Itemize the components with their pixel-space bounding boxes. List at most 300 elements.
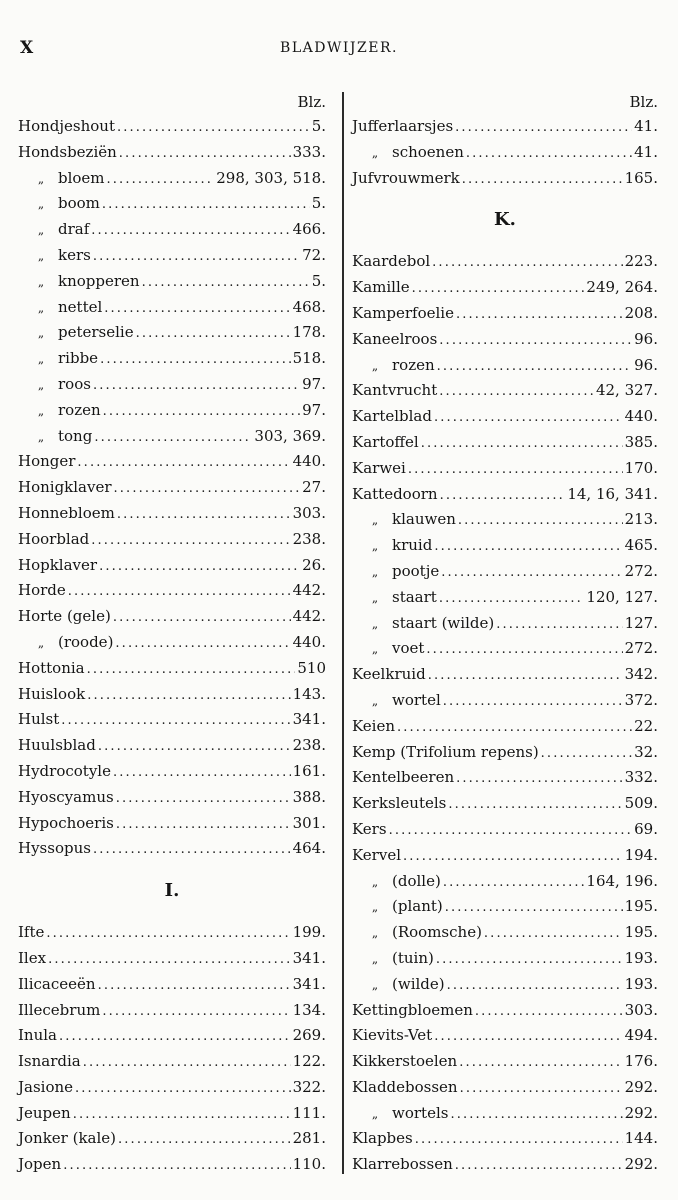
index-entry <box>18 1049 326 1075</box>
leader-dots <box>460 1075 623 1102</box>
entry-page-ref: 332. <box>624 768 658 787</box>
entry-term-text: knopperen <box>58 271 140 290</box>
leader-dots <box>448 791 622 818</box>
index-entry <box>352 869 658 895</box>
entry-page-ref: 96. <box>634 355 658 374</box>
entry-term-text: draf <box>58 220 90 239</box>
index-entry <box>18 553 326 579</box>
leader-dots <box>104 295 290 322</box>
ditto-mark: „ <box>371 616 379 631</box>
ditto-mark: „ <box>37 377 45 392</box>
leader-dots <box>421 430 623 457</box>
entry-page-ref: 440. <box>624 407 658 426</box>
entry-term-text: (dolle) <box>392 871 441 890</box>
index-entry <box>352 920 658 946</box>
index-entry <box>352 275 658 301</box>
entry-term-text: kruid <box>392 536 433 555</box>
entry-term-text: schoenen <box>392 142 464 161</box>
leader-dots <box>118 1126 291 1153</box>
entry-page-ref: 494. <box>624 1026 658 1045</box>
entry-term: Isnardia <box>18 1052 81 1071</box>
index-entry <box>352 1101 658 1127</box>
entry-page-ref: 333. <box>292 142 326 161</box>
entry-term <box>352 946 434 973</box>
entry-term-text: kers <box>58 245 91 264</box>
entry-term: Hyssopus <box>18 839 91 858</box>
page-number: X <box>20 38 34 58</box>
entry-page-ref: 122. <box>292 1052 326 1071</box>
entry-page-ref: 342. <box>624 665 658 684</box>
ditto-mark: „ <box>37 326 45 341</box>
entry-page-ref: 272. <box>624 561 658 580</box>
index-entry <box>352 611 658 637</box>
entry-term: Kievits-Vet <box>352 1026 433 1045</box>
entry-term-text: (plant) <box>392 897 443 916</box>
entry-page-ref: 195. <box>624 923 658 942</box>
index-entry <box>18 604 326 630</box>
entry-term <box>352 869 441 896</box>
entry-page-ref: 238. <box>292 529 326 548</box>
running-title: BLADWIJZER. <box>280 40 398 56</box>
entry-page-ref: 164, 196. <box>586 871 658 890</box>
index-entry <box>352 378 658 404</box>
entry-term: Hondsbeziën <box>18 142 117 161</box>
index-entry <box>18 243 326 269</box>
ditto-mark: „ <box>371 874 379 889</box>
entry-page-ref: 464. <box>292 839 326 858</box>
ditto-mark: „ <box>371 564 379 579</box>
leader-dots <box>496 611 622 638</box>
index-entry <box>18 578 326 604</box>
entry-term: Ifte <box>18 923 45 942</box>
entry-term: Horde <box>18 581 66 600</box>
entry-page-ref: 292. <box>624 1155 658 1174</box>
index-entry <box>352 714 658 740</box>
entry-term-text: ribbe <box>58 349 99 368</box>
leader-dots <box>102 191 310 218</box>
right-column <box>352 90 658 1178</box>
leader-dots <box>434 533 622 560</box>
entry-term <box>18 424 92 451</box>
ditto-mark: „ <box>37 248 45 263</box>
section-heading: K. <box>494 209 516 231</box>
leader-dots <box>475 998 623 1025</box>
entry-page-ref: 468. <box>292 297 326 316</box>
index-entry <box>18 946 326 972</box>
index-entry <box>352 353 658 379</box>
index-entry <box>18 1126 326 1152</box>
entry-page-ref: 303. <box>624 1000 658 1019</box>
index-entry <box>18 1152 326 1178</box>
index-entry <box>352 533 658 559</box>
index-entry <box>352 585 658 611</box>
entry-page-ref: 466. <box>292 220 326 239</box>
index-entry <box>352 740 658 766</box>
leader-dots <box>73 1101 291 1128</box>
index-entry <box>352 430 658 456</box>
entry-term <box>352 972 445 999</box>
leader-dots <box>77 449 290 476</box>
index-entry <box>18 424 326 450</box>
index-entry <box>18 372 326 398</box>
entry-term-text: tong <box>58 426 93 445</box>
leader-dots <box>59 1023 291 1050</box>
entry-term: Kartoffel <box>352 432 419 451</box>
index-entry <box>18 166 326 192</box>
leader-dots <box>113 759 291 786</box>
entry-page-ref: 26. <box>302 555 326 574</box>
leader-dots <box>83 1049 291 1076</box>
entry-page-ref: 96. <box>634 329 658 348</box>
entry-term: Kers <box>352 819 387 838</box>
leader-dots <box>466 140 632 167</box>
leader-dots <box>408 456 623 483</box>
index-entry <box>352 946 658 972</box>
index-entry <box>18 682 326 708</box>
index-entry <box>18 527 326 553</box>
leader-dots <box>389 817 633 844</box>
entry-page-ref: 41. <box>634 142 658 161</box>
entry-page-ref: 14, 16, 341. <box>567 484 658 503</box>
entry-term: Kamille <box>352 278 410 297</box>
leader-dots <box>98 972 291 999</box>
ditto-mark: „ <box>371 951 379 966</box>
entry-term: Kettingbloemen <box>352 1000 473 1019</box>
leader-dots <box>116 811 291 838</box>
index-entry <box>352 166 658 192</box>
entry-term-text: wortels <box>392 1103 449 1122</box>
index-entry <box>352 140 658 166</box>
leader-dots <box>63 1152 290 1179</box>
leader-dots <box>75 1075 291 1102</box>
index-entry <box>18 501 326 527</box>
entry-term <box>352 353 435 380</box>
entry-term-text: (wilde) <box>392 974 445 993</box>
ditto-mark: „ <box>37 274 45 289</box>
leader-dots <box>445 894 623 921</box>
leader-dots <box>437 353 632 380</box>
entry-term: Klapbes <box>352 1129 413 1148</box>
entry-term: Kattedoorn <box>352 484 438 503</box>
entry-page-ref: 322. <box>292 1077 326 1096</box>
entry-page-ref: 22. <box>634 716 658 735</box>
leader-dots <box>436 946 623 973</box>
index-entry <box>18 398 326 424</box>
entry-term: Jufferlaarsjes <box>352 117 454 135</box>
entry-page-ref: 341. <box>292 974 326 993</box>
leader-dots <box>456 301 623 328</box>
entry-page-ref: 510 <box>297 658 326 677</box>
entry-term: Kemp (Trifolium repens) <box>352 742 539 761</box>
index-entry <box>352 1023 658 1049</box>
entry-page-ref: 238. <box>292 736 326 755</box>
index-entry <box>18 475 326 501</box>
entry-term: Karwei <box>352 458 406 477</box>
index-entry <box>18 295 326 321</box>
entry-page-ref: 385. <box>624 432 658 451</box>
leader-dots <box>450 1101 622 1128</box>
entry-page-ref: 176. <box>624 1052 658 1071</box>
entry-term: Hypochoeris <box>18 813 114 832</box>
index-entry <box>352 894 658 920</box>
entry-list <box>352 249 658 1178</box>
entry-term <box>18 372 91 399</box>
leader-dots <box>455 1152 623 1179</box>
leader-dots <box>462 166 623 193</box>
index-entry <box>18 998 326 1024</box>
entry-list <box>18 114 326 862</box>
leader-dots <box>91 527 290 554</box>
leader-dots <box>119 140 291 167</box>
index-entry <box>18 346 326 372</box>
entry-page-ref: 199. <box>292 923 326 942</box>
entry-term <box>18 346 98 373</box>
index-entry <box>18 114 326 140</box>
entry-term <box>18 269 140 296</box>
ditto-mark: „ <box>371 513 379 528</box>
entry-page-ref: 292. <box>624 1077 658 1096</box>
entry-term: Jopen <box>18 1155 62 1174</box>
entry-term: Jeupen <box>18 1103 71 1122</box>
column-divider <box>342 92 344 1174</box>
ditto-mark: „ <box>37 197 45 212</box>
leader-dots <box>93 372 300 399</box>
index-entry <box>352 559 658 585</box>
leader-dots <box>99 553 300 580</box>
entry-term-text: nettel <box>58 297 103 316</box>
index-entry <box>18 785 326 811</box>
entry-term: Kartelblad <box>352 407 432 426</box>
entry-term: Inula <box>18 1026 57 1045</box>
leader-dots <box>93 243 300 270</box>
index-entry <box>352 662 658 688</box>
ditto-mark: „ <box>37 300 45 315</box>
leader-dots <box>113 604 291 631</box>
leader-dots <box>440 482 566 509</box>
entry-page-ref: 303, 369. <box>254 426 326 445</box>
entry-term-text: bloem <box>58 168 105 187</box>
leader-dots <box>441 559 622 586</box>
index-entry <box>18 449 326 475</box>
index-entry <box>18 707 326 733</box>
index-entry <box>352 456 658 482</box>
index-entry <box>18 656 326 682</box>
index-entry <box>18 836 326 862</box>
leader-dots <box>102 998 290 1025</box>
entry-term <box>18 295 102 322</box>
entry-term <box>352 507 456 534</box>
entry-term <box>352 140 464 167</box>
entry-page-ref: 69. <box>634 819 658 838</box>
leader-dots <box>403 843 623 870</box>
entry-page-ref: 440. <box>292 632 326 651</box>
ditto-mark: „ <box>371 900 379 915</box>
entry-term <box>352 559 439 586</box>
entry-page-ref: 41. <box>634 117 658 135</box>
entry-term: Keelkruid <box>352 665 426 684</box>
entry-term: Ilex <box>18 948 47 967</box>
ditto-mark: „ <box>37 223 45 238</box>
ditto-mark: „ <box>371 358 379 373</box>
entry-term: Keien <box>352 716 396 735</box>
entry-page-ref: 208. <box>624 303 658 322</box>
leader-dots <box>46 920 290 947</box>
entry-page-ref: 178. <box>292 323 326 342</box>
leader-dots <box>458 507 623 534</box>
entry-page-ref: 269. <box>292 1026 326 1045</box>
entry-page-ref: 170. <box>624 458 658 477</box>
entry-term-text: staart (wilde) <box>392 613 495 632</box>
leader-dots <box>447 972 623 999</box>
ditto-mark: „ <box>37 635 45 650</box>
entry-term-text: (Roomsche) <box>392 923 482 942</box>
entry-page-ref: 213. <box>624 510 658 529</box>
entry-term-text: klauwen <box>392 510 456 529</box>
leader-dots <box>397 714 632 741</box>
entry-term: Hydrocotyle <box>18 761 111 780</box>
entry-page-ref: 303. <box>292 503 326 522</box>
entry-page-ref: 134. <box>292 1000 326 1019</box>
ditto-mark: „ <box>37 429 45 444</box>
index-entry <box>18 811 326 837</box>
ditto-mark: „ <box>371 977 379 992</box>
index-entry <box>352 688 658 714</box>
leader-dots <box>91 217 290 244</box>
entry-term: Hondjeshout <box>18 117 115 135</box>
entry-term: Kentelbeeren <box>352 768 455 787</box>
leader-dots <box>103 398 300 425</box>
index-entry <box>352 327 658 353</box>
leader-dots <box>484 920 623 947</box>
entry-term <box>18 398 101 425</box>
leader-dots <box>117 501 291 528</box>
index-entry <box>352 636 658 662</box>
leader-dots <box>114 475 301 502</box>
entry-page-ref: 32. <box>634 742 658 761</box>
leader-dots <box>87 682 290 709</box>
entry-term: Jonker (kale) <box>18 1129 117 1148</box>
entry-page-ref: 194. <box>624 845 658 864</box>
entry-page-ref: 193. <box>624 974 658 993</box>
index-entry <box>352 301 658 327</box>
leader-dots <box>94 424 252 451</box>
entry-term-text: wortel <box>392 690 441 709</box>
leader-dots <box>136 320 291 347</box>
entry-term: Kervel <box>352 845 401 864</box>
ditto-mark: „ <box>371 642 379 657</box>
index-entry <box>18 320 326 346</box>
entry-term <box>352 920 482 947</box>
leader-dots <box>439 585 585 612</box>
entry-term-text: peterselie <box>58 323 134 342</box>
entry-term <box>18 243 91 270</box>
entry-page-ref: 372. <box>624 690 658 709</box>
leader-dots <box>412 275 585 302</box>
leader-dots <box>68 578 291 605</box>
leader-dots <box>100 346 291 373</box>
entry-term: Kaardebol <box>352 252 431 271</box>
left-column <box>18 90 326 1178</box>
entry-term: Hopklaver <box>18 555 98 574</box>
leader-dots <box>107 166 215 193</box>
entry-list <box>352 114 658 191</box>
leader-dots <box>117 114 310 141</box>
section-heading: I. <box>164 880 180 902</box>
entry-term: Ilicaceeën <box>18 974 96 993</box>
index-entry <box>18 920 326 946</box>
entry-term <box>18 320 134 347</box>
entry-page-ref: 249, 264. <box>586 278 658 297</box>
entry-page-ref: 298, 303, 518. <box>216 168 326 187</box>
entry-list <box>18 920 326 1178</box>
entry-term: Kantvrucht <box>352 381 438 400</box>
index-entry <box>352 1049 658 1075</box>
index-entry <box>18 1101 326 1127</box>
index-entry <box>18 1075 326 1101</box>
entry-page-ref: 27. <box>302 478 326 497</box>
entry-term: Kaneelroos <box>352 329 438 348</box>
index-entry <box>352 482 658 508</box>
index-entry <box>352 404 658 430</box>
leader-dots <box>439 327 632 354</box>
index-entry <box>352 1126 658 1152</box>
entry-term: Huislook <box>18 684 86 703</box>
entry-page-ref: 195. <box>624 897 658 916</box>
entry-term: Klarrebossen <box>352 1155 453 1174</box>
entry-page-ref: 440. <box>292 452 326 471</box>
leader-dots <box>541 740 632 767</box>
entry-page-ref: 97. <box>302 374 326 393</box>
index-entry <box>352 998 658 1024</box>
leader-dots <box>443 869 585 896</box>
leader-dots <box>434 1023 622 1050</box>
entry-term-text: rozen <box>58 400 101 419</box>
leader-dots <box>428 662 623 689</box>
entry-term-text: boom <box>58 194 100 213</box>
entry-term: Illecebrum <box>18 1000 101 1019</box>
index-entry <box>352 249 658 275</box>
entry-page-ref: 143. <box>292 684 326 703</box>
entry-term: Hulst <box>18 710 60 729</box>
entry-term: Horte (gele) <box>18 607 111 626</box>
entry-term: Jufvrouwmerk <box>352 168 460 187</box>
leader-dots <box>98 733 291 760</box>
index-entry <box>18 140 326 166</box>
index-entry <box>352 791 658 817</box>
entry-page-ref: 72. <box>302 245 326 264</box>
entry-term-text: staart <box>392 587 437 606</box>
leader-dots <box>93 836 291 863</box>
leader-dots <box>142 269 310 296</box>
entry-term <box>18 166 105 193</box>
entry-term: Kerksleutels <box>352 794 447 813</box>
index-entry <box>18 630 326 656</box>
entry-page-ref: 301. <box>292 813 326 832</box>
entry-page-ref: 127. <box>624 613 658 632</box>
entry-page-ref: 341. <box>292 710 326 729</box>
entry-term: Kladdebossen <box>352 1077 458 1096</box>
entry-page-ref: 465. <box>624 536 658 555</box>
index-entry <box>18 217 326 243</box>
leader-dots <box>434 404 623 431</box>
entry-page-ref: 5. <box>311 194 326 213</box>
leader-dots <box>61 707 290 734</box>
index-entry <box>18 1023 326 1049</box>
index-entry <box>352 817 658 843</box>
leader-dots <box>426 636 622 663</box>
entry-term-text: roos <box>58 374 91 393</box>
entry-page-ref: 5. <box>311 117 326 135</box>
